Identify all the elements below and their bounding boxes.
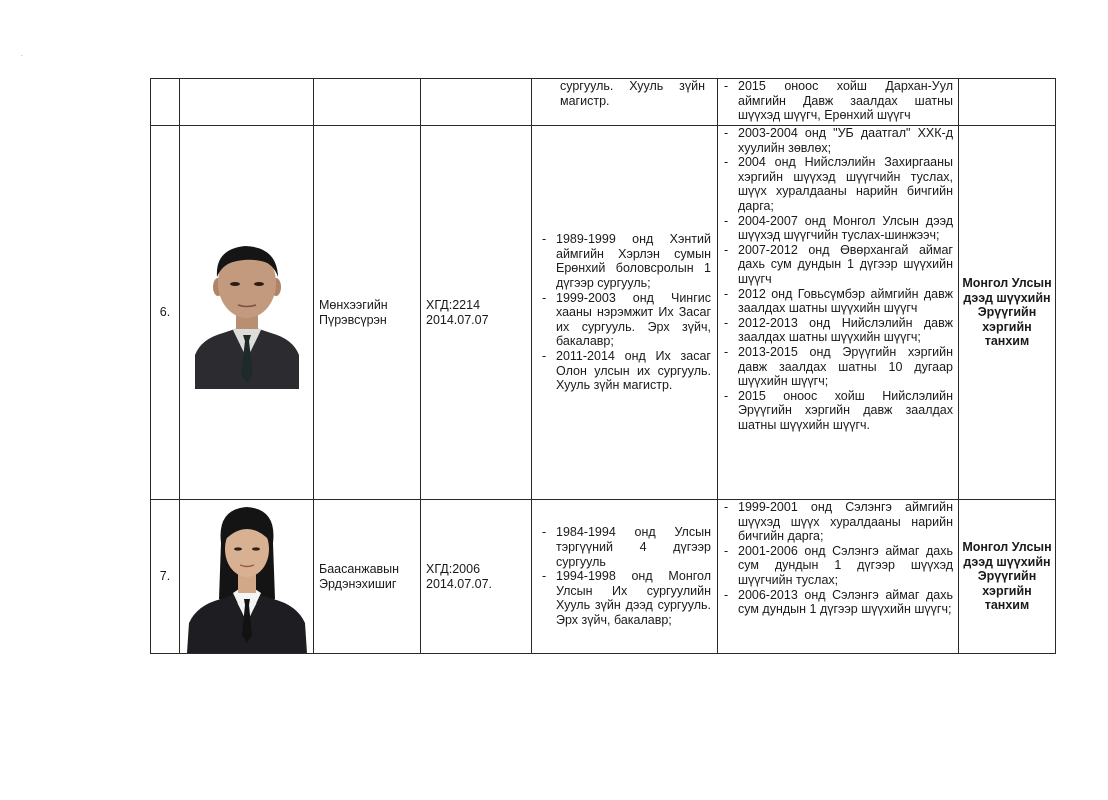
work-history-item: - 2001-2006 онд Сэлэнгэ аймаг дахь сум дундын 1 дүгээр шүүхэд шүүгчийн туслах; (718, 544, 958, 588)
education-cell (532, 79, 718, 126)
education-list (536, 232, 711, 393)
education-continuation-text: сургууль. Хууль зүйн магистр. (560, 79, 705, 108)
work-history-list (718, 126, 958, 432)
woman-portrait-photo (187, 503, 307, 653)
work-history-item: - 2012 онд Говьсүмбэр аймгийн давж заалдах шатны шүүхийн шүүгч (718, 287, 958, 316)
photo-cell (180, 79, 314, 126)
man-portrait-photo (195, 237, 299, 389)
work-history-cell (718, 126, 959, 500)
work-history-cell (718, 79, 959, 126)
court-cell (959, 79, 1056, 126)
row-number-cell: 7. (151, 500, 180, 654)
work-history-item: - 2003-2004 онд "УБ даатгал" ХХК-д хуулийн зөвлөх; (718, 126, 958, 155)
work-history-cell (718, 500, 959, 654)
judge-name: Баасанжавын Эрдэнэхишиг (319, 561, 400, 591)
photo-cell (180, 126, 314, 500)
work-history-list (718, 500, 958, 617)
license-cell (421, 126, 532, 500)
photo-cell (180, 500, 314, 654)
work-history-item: - 2006-2013 онд Сэлэнгэ аймаг дахь сум дундын 1 дүгээр шүүхийн шүүгч; (718, 588, 958, 617)
education-item: - 1989-1999 онд Хэнтий аймгийн Хэрлэн сумын Ерөнхий боловсролын 1 дүгээр сургууль; (536, 232, 711, 290)
license-cell (421, 500, 532, 654)
education-item: - 1984-1994 онд Улсын тэргүүний 4 дүгээр сургууль (536, 525, 711, 569)
name-cell (314, 500, 421, 654)
court-cell (959, 126, 1056, 500)
education-item: - 1994-1998 онд Монгол Улсын Их сургуулийн Хууль зүйн дээд сургууль. Эрх зүйч, бакалавр; (536, 569, 711, 627)
license-number: ХГД:2214 2014.07.07 (426, 297, 489, 327)
court-chamber: Монгол Улсын дээд шүүхийн Эрүүгийн хэргийн танхим (962, 276, 1052, 349)
work-history-item: - 1999-2001 онд Сэлэнгэ аймгийн шүүхэд шүүх хуралдааны нарийн бичгийн дарга; (718, 500, 958, 544)
license-number: ХГД:2006 2014.07.07. (426, 561, 493, 591)
license-cell (421, 79, 532, 126)
work-history-item: - 2004 онд Нийслэлийн Захиргааны хэргийн шүүхэд шүүгчийн туслах, шүүх хуралдааны нарийн бичгийн дарга; (718, 155, 958, 213)
table-row-judge-7 (151, 500, 1056, 654)
work-history-item: - 2004-2007 онд Монгол Улсын дээд шүүхэд шүүгчийн туслах-шинжээч; (718, 214, 958, 243)
work-history-list (718, 79, 958, 123)
court-chamber: Монгол Улсын дээд шүүхийн Эрүүгийн хэргийн танхим (962, 540, 1052, 613)
education-cell (532, 126, 718, 500)
table-row-continuation (151, 79, 1056, 126)
work-history-item: - 2007-2012 онд Өвөрхангай аймаг дахь сум дундын 1 дүгээр шүүхийн шүүгч (718, 243, 958, 287)
row-number-cell: 6. (151, 126, 180, 500)
judges-roster-table (150, 78, 1056, 654)
education-list (536, 525, 711, 627)
education-cell (532, 500, 718, 654)
work-history-item: - 2015 оноос хойш Дархан-Уул аймгийн Давж заалдах шатны шүүхэд шүүгч, Ерөнхий шүүгч (718, 79, 958, 123)
work-history-item: - 2013-2015 онд Эрүүгийн хэргийн давж заалдах шатны 10 дугаар шүүхийн шүүгч; (718, 345, 958, 389)
work-history-item: - 2015 оноос хойш Нийслэлийн Эрүүгийн хэргийн давж заалдах шатны шүүхийн шүүгч. (718, 389, 958, 433)
name-cell (314, 79, 421, 126)
judge-name: Мөнхээгийн Пүрэвсүрэн (319, 297, 388, 327)
scan-speck: . (21, 52, 23, 58)
court-cell (959, 500, 1056, 654)
education-item: - 2011-2014 онд Их засаг Олон улсын их сургууль. Хууль зүйн магистр. (536, 349, 711, 393)
name-cell (314, 126, 421, 500)
education-item: - 1999-2003 онд Чингис хааны нэрэмжит Их Засаг их сургууль. Эрх зүйч, бакалавр; (536, 291, 711, 349)
table-row-judge-6 (151, 126, 1056, 500)
work-history-item: - 2012-2013 онд Нийслэлийн давж заалдах шатны шүүхийн шүүгч; (718, 316, 958, 345)
row-number-cell (151, 79, 180, 126)
